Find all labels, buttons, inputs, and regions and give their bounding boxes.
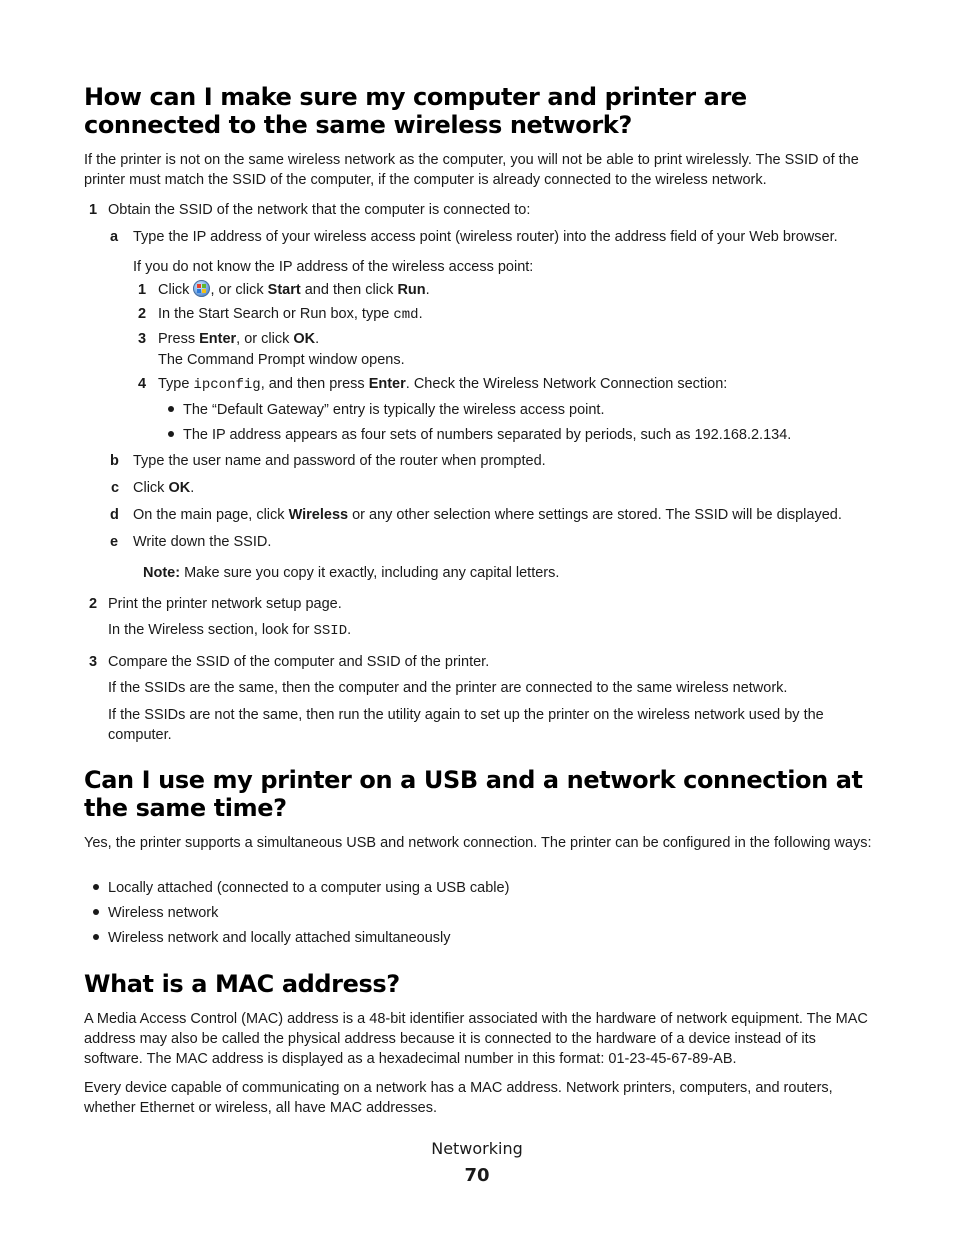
substep-letter: b — [110, 453, 119, 469]
step-number: 3 — [89, 654, 98, 670]
numbered-step-text — [158, 304, 423, 325]
paragraph: A Media Access Control (MAC) address is a 48-bit identifier associated with the hardware of network equipment. The MAC address may also be called the physical address because it is connected to the hardware of a device instead of its software. The MAC address is displayed as a hexadecimal number in this format: 01-23-45-67-89-AB. — [84, 1011, 868, 1067]
section-heading-same-network: How can I make sure my computer and printer are connected to the same wireless network? — [84, 83, 747, 139]
substep-text: Type the IP address of your wireless access point (wireless router) into the address field of your Web browser. — [133, 229, 838, 245]
page-number: 70 — [464, 1165, 490, 1186]
substep-letter: d — [110, 507, 119, 523]
bullet-dot — [93, 909, 99, 915]
step-detail: If the SSIDs are the same, then the computer and the printer are connected to the same wireless network. — [108, 680, 788, 696]
code-ipconfig: ipconfig — [193, 377, 261, 393]
text-fragment: Click — [158, 282, 194, 298]
ui-term-ok: OK — [168, 480, 191, 496]
substep-letter: a — [110, 229, 119, 245]
text-fragment: . — [418, 306, 423, 322]
ui-term-enter: Enter — [199, 331, 237, 347]
step-text: Obtain the SSID of the network that the computer is connected to: — [108, 202, 531, 218]
text-fragment: . Check the Wireless Network Connection section: — [405, 376, 728, 392]
step-number: 2 — [89, 596, 98, 612]
note-label: Note: — [143, 565, 181, 581]
bullet-dot — [168, 406, 174, 412]
text-fragment: Click — [133, 480, 169, 496]
numbered-step-text — [158, 280, 430, 300]
numbered-step-result: The Command Prompt window opens. — [158, 352, 405, 368]
bullet-item: Locally attached (connected to a computer using a USB cable) — [108, 880, 510, 896]
text-fragment: In the Wireless section, look for — [108, 622, 314, 638]
text-fragment: or any other selection where settings are stored. The SSID will be displayed. — [348, 507, 842, 523]
step-number: 1 — [89, 202, 98, 218]
text-fragment: . — [190, 480, 195, 496]
numbered-step-text — [158, 329, 319, 349]
text-fragment: , or click — [210, 282, 268, 298]
text-fragment: On the main page, click — [133, 507, 289, 523]
text-fragment: Press — [158, 331, 200, 347]
ui-term-start: Start — [267, 282, 301, 298]
bullet-item: The IP address appears as four sets of numbers separated by periods, such as 192.168.2.134. — [183, 427, 792, 443]
numbered-step: 4 — [138, 376, 147, 392]
code-ssid: SSID — [313, 623, 348, 639]
bullet-dot — [93, 934, 99, 940]
ui-term-ok: OK — [293, 331, 316, 347]
note-text: Make sure you copy it exactly, including any capital letters. — [180, 565, 560, 581]
bullet-dot — [168, 431, 174, 437]
text-fragment: . — [347, 622, 352, 638]
bullet-dot — [93, 884, 99, 890]
bullet-item: Wireless network and locally attached simultaneously — [108, 930, 451, 946]
text-fragment: Type — [158, 376, 194, 392]
ui-term-run: Run — [397, 282, 426, 298]
section-heading-mac-address: What is a MAC address? — [84, 970, 400, 998]
text-fragment: . — [315, 331, 320, 347]
substep-text — [133, 478, 194, 498]
substep-text: Type the user name and password of the router when prompted. — [133, 453, 546, 469]
intro-paragraph: If the printer is not on the same wireless network as the computer, you will not be able to print wirelessly. The SSID of the printer must match the SSID of the computer, if the computer is already connected to the wireless network. — [84, 152, 859, 188]
text-fragment: , and then press — [260, 376, 369, 392]
numbered-step: 3 — [138, 331, 147, 347]
substep-paragraph: If you do not know the IP address of the wireless access point: — [133, 259, 534, 275]
step-detail — [108, 620, 351, 641]
numbered-step-text — [158, 374, 727, 395]
step-text: Print the printer network setup page. — [108, 596, 342, 612]
substep-letter: e — [110, 534, 119, 550]
code-cmd: cmd — [393, 307, 419, 323]
text-fragment: and then click — [300, 282, 398, 298]
numbered-step: 2 — [138, 306, 147, 322]
bullet-item: The “Default Gateway” entry is typically the wireless access point. — [183, 402, 605, 418]
windows-start-icon — [193, 280, 210, 297]
bullet-item: Wireless network — [108, 905, 219, 921]
paragraph: Every device capable of communicating on a network has a MAC address. Network printers, computers, and routers, whether Ethernet or wireless, all have MAC addresses. — [84, 1080, 833, 1116]
section-heading-usb-network: Can I use my printer on a USB and a network connection at the same time? — [84, 766, 863, 822]
text-fragment: In the Start Search or Run box, type — [158, 306, 394, 322]
footer-section-label: Networking — [431, 1139, 523, 1158]
numbered-step: 1 — [138, 282, 147, 298]
text-fragment: . — [425, 282, 430, 298]
ui-term-enter: Enter — [368, 376, 406, 392]
substep-text: Write down the SSID. — [133, 534, 272, 550]
step-detail: If the SSIDs are not the same, then run the utility again to set up the printer on the wireless network used by the computer. — [108, 707, 824, 743]
note — [143, 563, 559, 583]
substep-letter: c — [111, 480, 120, 496]
ui-term-wireless: Wireless — [288, 507, 349, 523]
text-fragment: , or click — [236, 331, 294, 347]
substep-text — [133, 505, 842, 525]
step-text: Compare the SSID of the computer and SSID of the printer. — [108, 654, 490, 670]
intro-paragraph: Yes, the printer supports a simultaneous USB and network connection. The printer can be configured in the following ways: — [84, 835, 872, 851]
